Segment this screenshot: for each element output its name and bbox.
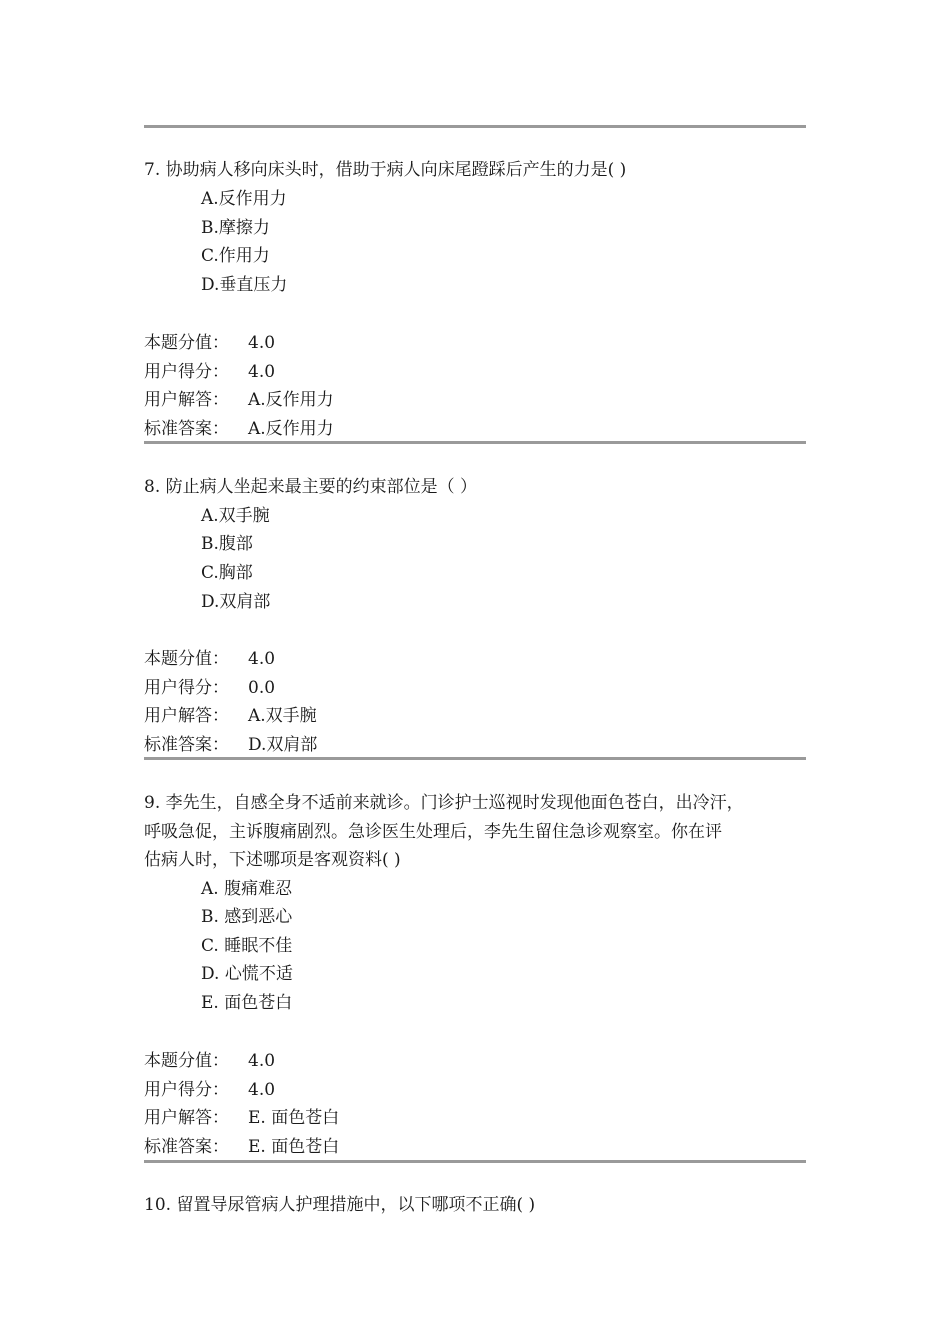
question-stem-line: 9. 李先生，自感全身不适前来就诊。门诊护士巡视时发现他面色苍白，出冷汗， — [144, 793, 744, 813]
score-value: 4.0 — [248, 333, 276, 353]
user-answer-value: A.反作用力 — [248, 390, 334, 410]
question-stem-line: 呼吸急促，主诉腹痛剧烈。急诊医生处理后，李先生留住急诊观察室。你在评 — [144, 822, 722, 842]
score-label: 本题分值： — [144, 1051, 229, 1071]
user-answer-label: 用户解答： — [144, 1108, 229, 1128]
user-answer-label: 用户解答： — [144, 706, 229, 726]
question-stem-line: 估病人时，下述哪项是客观资料( ) — [144, 850, 401, 870]
option-b: B. 感到恶心 — [201, 907, 293, 927]
user-answer-label: 用户解答： — [144, 390, 229, 410]
score-label: 本题分值： — [144, 333, 229, 353]
standard-answer-value: D.双肩部 — [248, 735, 318, 755]
user-score-label: 用户得分： — [144, 1080, 229, 1100]
score-value: 4.0 — [248, 1051, 276, 1071]
user-score-value: 4.0 — [248, 1080, 276, 1100]
option-c: C. 睡眠不佳 — [201, 936, 293, 956]
user-answer-value: E. 面色苍白 — [248, 1108, 340, 1128]
option-a: A. 腹痛难忍 — [201, 879, 293, 899]
user-answer-value: A.双手腕 — [248, 706, 317, 726]
separator-rule — [144, 441, 806, 444]
option-d: D. 心慌不适 — [201, 964, 293, 984]
standard-answer-value: E. 面色苍白 — [248, 1137, 340, 1157]
user-score-label: 用户得分： — [144, 362, 229, 382]
option-b: B.腹部 — [201, 534, 253, 554]
option-d: D.双肩部 — [201, 592, 271, 612]
question-stem: 10. 留置导尿管病人护理措施中，以下哪项不正确( ) — [144, 1195, 536, 1215]
user-score-label: 用户得分： — [144, 678, 229, 698]
option-b: B.摩擦力 — [201, 218, 270, 238]
option-c: C.作用力 — [201, 246, 270, 266]
user-score-value: 4.0 — [248, 362, 276, 382]
option-c: C.胸部 — [201, 563, 253, 583]
score-label: 本题分值： — [144, 649, 229, 669]
standard-answer-label: 标准答案： — [144, 735, 229, 755]
option-d: D.垂直压力 — [201, 275, 288, 295]
question-stem: 7. 协助病人移向床头时，借助于病人向床尾蹬踩后产生的力是( ) — [144, 160, 627, 180]
separator-rule — [144, 125, 806, 128]
option-a: A.反作用力 — [201, 189, 287, 209]
separator-rule — [144, 1160, 806, 1163]
option-a: A.双手腕 — [201, 506, 270, 526]
standard-answer-value: A.反作用力 — [248, 419, 334, 439]
user-score-value: 0.0 — [248, 678, 276, 698]
option-e: E. 面色苍白 — [201, 993, 293, 1013]
standard-answer-label: 标准答案： — [144, 1137, 229, 1157]
score-value: 4.0 — [248, 649, 276, 669]
separator-rule — [144, 757, 806, 760]
standard-answer-label: 标准答案： — [144, 419, 229, 439]
question-stem: 8. 防止病人坐起来最主要的约束部位是（ ） — [144, 477, 478, 497]
